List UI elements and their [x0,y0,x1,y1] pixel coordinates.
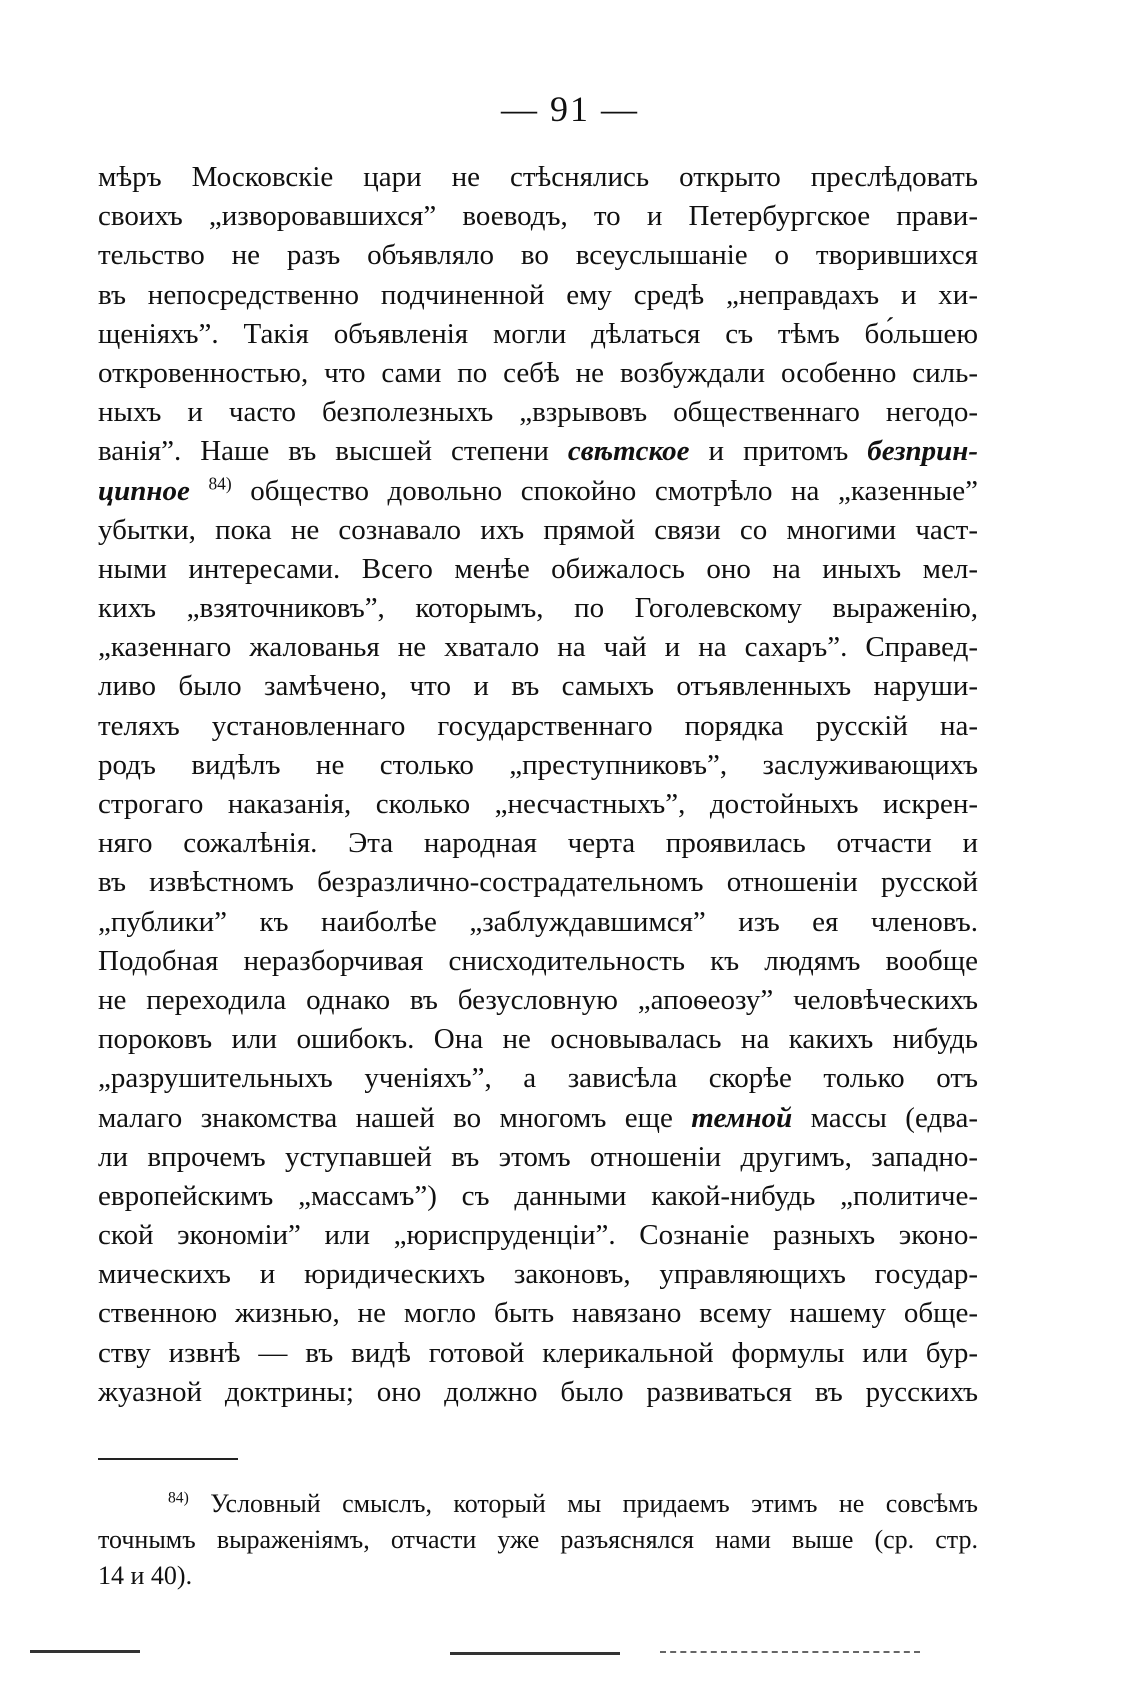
text-segment: общество довольно спокойно смотрѣло на „казенные” [250,474,978,507]
footnote-line: точнымъ выраженіямъ, отчасти уже разъяснялся нами выше (ср. стр. [98,1525,978,1554]
emphasis-bezprin-cont: ципное [98,474,190,507]
footnote-marker: 84) [168,1489,189,1507]
text-line: кихъ „взяточниковъ”, которымъ, по Гоголевскому выраженію, [98,592,978,625]
text-line: откровенностью, что сами по себѣ не возбуждали особенно силь- [98,356,978,389]
text-line: ственною жизнью, не могло быть навязано всему нашему обще- [98,1297,978,1330]
text-line: „публики” къ наиболѣе „заблуждавшимся” изъ ея членовъ. [98,905,978,938]
emphasis-temnoy: темной [691,1101,793,1134]
footnote-84 [98,1486,978,1594]
footnote-divider [98,1458,238,1460]
text-line: европейскимъ „массамъ”) съ данными какой-нибудь „политиче- [98,1179,978,1212]
text-line-with-emphasis [98,432,978,471]
text-line: Подобная неразборчивая снисходительность къ людямъ вообще [98,944,978,977]
text-line: ливо было замѣчено, что и въ самыхъ отъявленныхъ наруши- [98,670,978,703]
scan-artifact [30,1650,140,1653]
footnote-text: Условный смыслъ, который мы придаемъ этимъ не совсѣмъ [210,1489,978,1518]
footnote-line: 14 и 40). [98,1561,193,1590]
footnote-ref[interactable]: 84) [208,472,232,493]
text-line: въ непосредственно подчиненной ему средѣ „неправдахъ и хи- [98,278,978,311]
scan-artifact [660,1651,920,1653]
text-segment: и притомъ [708,435,849,468]
emphasis-bezprin: безприн- [867,435,978,468]
text-line: няго сожалѣнія. Эта народная черта проявилась отчасти и [98,827,978,860]
text-line-with-emphasis [98,472,978,511]
text-line: пороковъ или ошибокъ. Она не основывалась на какихъ нибудь [98,1023,978,1056]
text-segment: малаго знакомства нашей во многомъ еще [98,1101,673,1134]
text-segment: ванія”. Наше въ высшей степени [98,435,549,468]
text-line: своихъ „изворовавшихся” воеводъ, то и Петербургское прави- [98,200,978,233]
text-line: ными интересами. Всего менѣе обижалось оно на иныхъ мел- [98,552,978,585]
text-segment: массы (едва- [810,1101,978,1134]
page-number: — 91 — [501,89,639,129]
text-line: не переходила однако въ безусловную „апоѳеозу” человѣческихъ [98,983,978,1016]
text-line: жуазной доктрины; оно должно было развиваться въ русскихъ [98,1375,978,1408]
text-line: ству извнѣ — въ видѣ готовой клерикальной формулы или бур- [98,1336,978,1369]
text-line: мическихъ и юридическихъ законовъ, управляющихъ государ- [98,1258,978,1291]
scan-artifact [450,1652,620,1655]
text-line: щеніяхъ”. Такія объявленія могли дѣлаться съ тѣмъ бо́льшею [98,317,978,350]
text-line: убытки, пока не сознавало ихъ прямой связи со многими част- [98,513,978,546]
text-line: мѣръ Московскіе цари не стѣснялись открыто преслѣдовать [98,161,978,193]
text-line: ныхъ и часто безполезныхъ „взрывовъ общественнаго негодо- [98,396,978,429]
text-line: строгаго наказанія, сколько „несчастныхъ”, достойныхъ искрен- [98,788,978,820]
text-line: „казеннаго жалованья не хватало на чай и на сахаръ”. Справед- [98,631,978,664]
text-line: „разрушительныхъ ученіяхъ”, а зависѣла скорѣе только отъ [98,1062,978,1095]
footnote-line [98,1486,978,1522]
text-line-with-emphasis [98,1099,978,1138]
text-line: тельство не разъ объявляло во всеуслышаніе о творившихся [98,239,978,272]
text-line: родъ видѣлъ не столько „преступниковъ”, заслуживающихъ [98,748,978,781]
emphasis-svetskoe: свѣтское [567,435,690,468]
text-line: въ извѣстномъ безразлично-сострадательномъ отношеніи русской [98,866,978,899]
text-line: ской экономіи” или „юриспруденціи”. Сознаніе разныхъ эконо- [98,1219,978,1252]
main-text [98,158,978,1412]
text-line: ли впрочемъ уступавшей въ этомъ отношеніи другимъ, западно- [98,1140,978,1173]
text-line: теляхъ установленнаго государственнаго порядка русскій на- [98,709,978,742]
